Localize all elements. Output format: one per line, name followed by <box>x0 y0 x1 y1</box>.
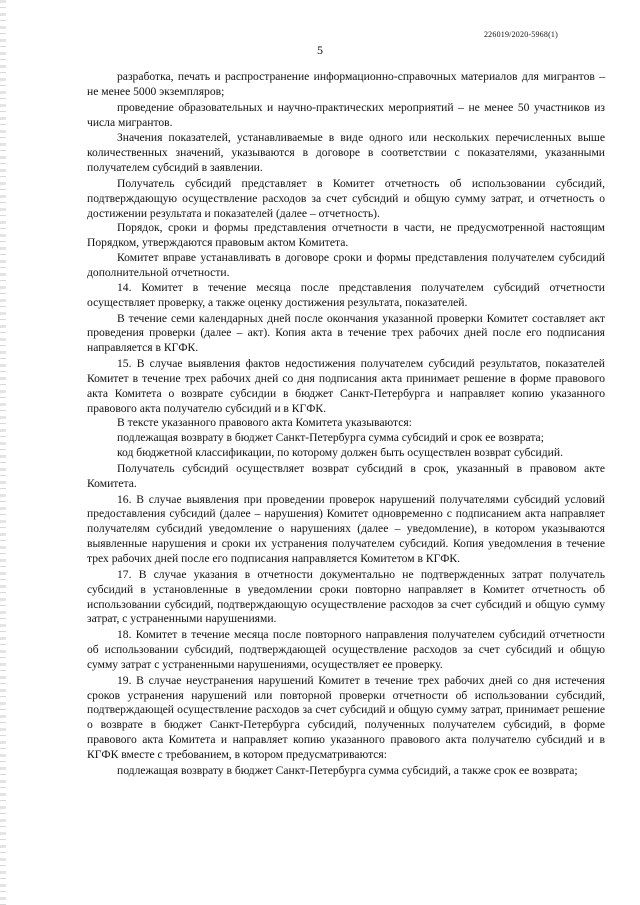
scan-edge-artifact <box>0 0 6 905</box>
page-number: 5 <box>317 43 323 57</box>
paragraph: Комитет вправе устанавливать в договоре сроки и формы представления получателем субсидий дополнительной отчетности. <box>87 251 605 279</box>
paragraph: Получатель субсидий осуществляет возврат субсидий в срок, указанный в правовом акте Комитета. <box>87 461 605 490</box>
paragraph: 14. Комитет в течение месяца после представления получателем субсидий отчетности осуществляет проверку, а также оценку достижения результата, показателей. <box>87 280 605 309</box>
paragraph: В течение семи календарных дней после окончания указанной проверки Комитет составляет акт проведения проверки (далее – акт). Копия акта в течение трех рабочих дней после его подписания направляется в КГФК. <box>87 311 605 355</box>
document-body <box>87 70 605 779</box>
paragraph: 15. В случае выявления фактов недостижения получателем субсидий результатов, показателей Комитет в течение трех рабочих дней со дня подписания акта принимает решение в форме правового акта Комитета о возврате субсидии в бюджет Санкт-Петербурга и направляет копию указанного правового акта получателю субсидий и в КГФК. <box>87 357 605 415</box>
paragraph: 18. Комитет в течение месяца после повторного направления получателем субсидий отчетности об использовании субсидий, подтверждающей осуществление расходов за счет субсидий и общую сумму затрат с устраненными нарушениями, осуществляет ее проверку. <box>87 628 605 671</box>
paragraph: 19. В случае неустранения нарушений Комитет в течение трех рабочих дней со дня истечения сроков устранения нарушений или повторной проверки отчетности об использовании субсидий, подтверждающей осуществление расходов за счет субсидий и общую сумму затрат, принимает решение о возврате в бюджет Санкт-Петербурга субсидий, полученных получателем субсидий, в форме правового акта Комитета и направляет копию указанного правового акта получателю субсидий и в КГФК вместе с требованием, в котором предусматриваются: <box>87 673 605 761</box>
paragraph: проведение образовательных и научно-практических мероприятий – не менее 50 участников из числа мигрантов. <box>87 100 605 129</box>
document-id: 226019/2020-5968(1) <box>483 30 558 39</box>
paragraph: разработка, печать и распространение информационно-справочных материалов для мигрантов – не менее 5000 экземпляров; <box>87 70 605 98</box>
paragraph: Получатель субсидий представляет в Комитет отчетность об использовании субсидий, подтверждающую осуществление расходов за счет субсидий и общую сумму затрат, и отчетность о достижении результата и показателей (далее – отчетность). <box>87 176 605 220</box>
paragraph: подлежащая возврату в бюджет Санкт-Петербурга сумма субсидий, а также срок ее возврата; <box>117 763 578 777</box>
paragraph: Значения показателей, устанавливаемые в виде одного или нескольких перечисленных выше количественных значений, указываются в договоре в соответствии с показателями, указанными получателем субсидий в заявлении. <box>87 131 605 175</box>
paragraph: подлежащая возврату в бюджет Санкт-Петербурга сумма субсидий и срок ее возврата; <box>117 431 544 445</box>
paragraph: 17. В случае указания в отчетности документально не подтвержденных затрат получатель субсидий в установленные в уведомлении сроки повторно направляет в Комитет отчетность об использовании субсидий, подтверждающую осуществление расходов за счет субсидий и общую сумму затрат, с устраненными нарушениями. <box>87 567 605 626</box>
paragraph: В тексте указанного правового акта Комитета указываются: <box>117 416 412 430</box>
paragraph: Порядок, сроки и формы представления отчетности в части, не предусмотренной настоящим Порядком, утверждаются правовым актом Комитета. <box>87 221 605 250</box>
paragraph: код бюджетной классификации, по которому должен быть осуществлен возврат субсидий. <box>117 446 563 460</box>
paragraph: 16. В случае выявления при проведении проверок нарушений получателями субсидий условий предоставления субсидий (далее – нарушения) Комитет одновременно с подписанием акта направляет получателям субсидий уведомление о нарушениях (далее – уведомление), в котором указываются выявленные нарушения и сроки их устранения получателем субсидий. Копия уведомления в течение трех рабочих дней после его подписания направляется Комитетом в КГФК. <box>87 492 605 565</box>
